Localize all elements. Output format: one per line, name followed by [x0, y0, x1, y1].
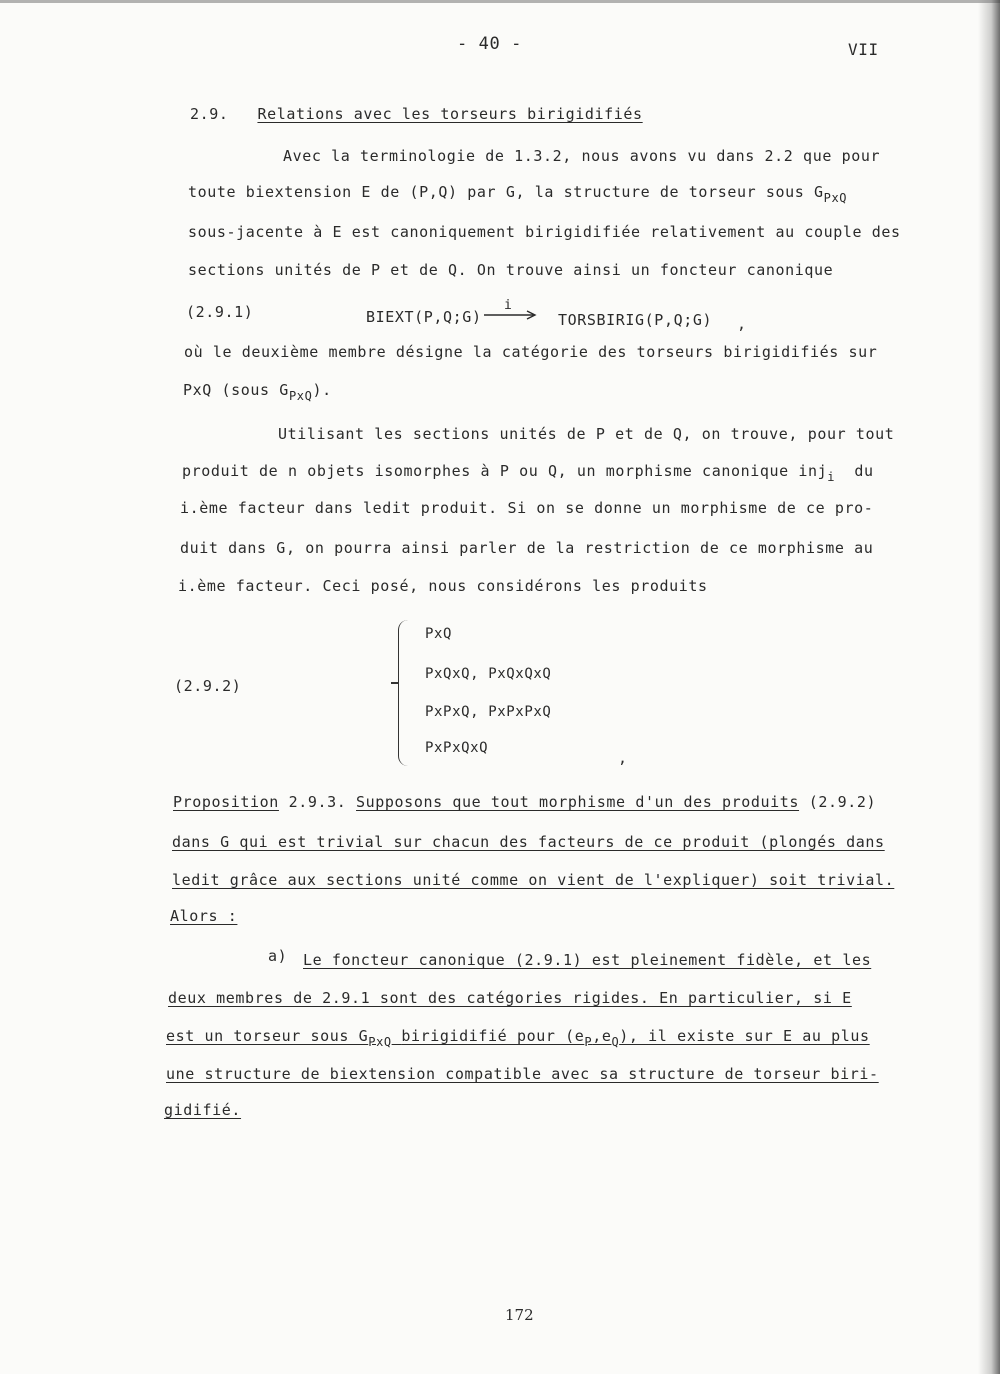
- left-brace-icon: [398, 620, 415, 766]
- item-a-line5: gidifié.: [164, 1101, 242, 1119]
- para1-line2-sub: PxQ: [823, 191, 848, 205]
- para2-line2-text: PxQ (sous G: [183, 381, 289, 399]
- proposition-line1: [173, 792, 876, 812]
- eq2-label: (2.9.2): [174, 677, 242, 695]
- item-a-line3-text3: ,e: [592, 1027, 612, 1045]
- proposition-alors: Alors :: [170, 907, 238, 925]
- para3-line5: i.ème facteur. Ceci posé, nous considérons les produits: [178, 577, 708, 595]
- eq2-row: PxQ: [425, 626, 453, 642]
- para3-line2-text: produit de n objets isomorphes à P ou Q, un morphisme canonique inj: [182, 462, 828, 480]
- header-chapter: VII: [848, 40, 879, 59]
- eq1-trailing-comma: ,: [737, 315, 747, 333]
- proposition-line4: [170, 906, 237, 926]
- para2-line2-sub: PxQ: [288, 389, 313, 403]
- header-page-number: - 40 -: [457, 34, 523, 54]
- top-rule: [0, 0, 1000, 3]
- eq2-row: PxPxQ, PxPxPxQ: [425, 704, 552, 720]
- para3-line2-end: du: [854, 462, 874, 480]
- item-a-line3-sub: PxQ: [368, 1035, 392, 1049]
- proposition-line2: dans G qui est trivial sur chacun des facteurs de ce produit (plongés dans: [172, 833, 885, 851]
- eq2-trailing-comma: ,: [618, 749, 628, 767]
- item-a-line3-text4: ), il existe sur E au plus: [619, 1027, 870, 1045]
- item-a-line3-sub-p: P: [584, 1035, 593, 1049]
- para2-line2: [183, 380, 332, 406]
- item-a-line4: une structure de biextension compatible avec sa structure de torseur biri-: [166, 1065, 879, 1083]
- brace-tip: [391, 682, 399, 684]
- proposition-line3: ledit grâce aux sections unité comme on vient de l'expliquer) soit trivial.: [172, 871, 895, 889]
- item-a-line3-sub-q: Q: [611, 1035, 620, 1049]
- para1-line4: sections unités de P et de Q. On trouve ainsi un foncteur canonique: [188, 261, 834, 279]
- footer-page-number: 172: [505, 1306, 534, 1324]
- eq1-right: TORSBIRIG(P,Q;G): [558, 311, 713, 329]
- eq1-left: BIEXT(P,Q;G): [366, 308, 482, 326]
- item-a-line3-text2: birigidifié pour (e: [401, 1027, 585, 1045]
- para1-line2: [188, 182, 847, 208]
- eq1-label: (2.9.1): [186, 303, 254, 321]
- item-a-line3: [166, 1026, 870, 1052]
- para3-line2-sub: i: [827, 470, 836, 484]
- para3-line2: [182, 461, 874, 487]
- para2-line2-end: ).: [312, 381, 332, 399]
- eq1-arrow: [482, 298, 540, 324]
- section-heading: [190, 104, 643, 124]
- eq2-row: PxPxQxQ: [425, 740, 489, 756]
- eq2-row: PxQxQ, PxQxQxQ: [425, 666, 552, 682]
- item-a-line2: deux membres de 2.9.1 sont des catégories rigides. En particulier, si E: [168, 989, 852, 1007]
- para3-line1: Utilisant les sections unités de P et de Q, on trouve, pour tout: [278, 425, 895, 443]
- item-a-line3-text: est un torseur sous G: [166, 1027, 369, 1045]
- proposition-name: Proposition: [173, 793, 279, 811]
- para1-line2-text: toute biextension E de (P,Q) par G, la structure de torseur sous G: [188, 183, 824, 201]
- page-edge-shadow: [978, 0, 1000, 1374]
- eq1-arrow-label: i: [504, 298, 513, 313]
- proposition-ref: (2.9.2): [808, 793, 877, 811]
- section-number: 2.9.: [190, 105, 229, 123]
- item-a-marker: a): [268, 947, 288, 965]
- para2-line1: où le deuxième membre désigne la catégorie des torseurs birigidifiés sur: [184, 343, 878, 361]
- para3-line4: duit dans G, on pourra ainsi parler de la restriction de ce morphisme au: [180, 539, 874, 557]
- para3-line3: i.ème facteur dans ledit produit. Si on se donne un morphisme de ce pro-: [180, 499, 874, 517]
- proposition-number: 2.9.3.: [288, 793, 347, 811]
- para1-line3: sous-jacente à E est canoniquement birigidifiée relativement au couple des: [188, 223, 901, 241]
- para1-line1: Avec la terminologie de 1.3.2, nous avons vu dans 2.2 que pour: [283, 147, 881, 165]
- section-title: Relations avec les torseurs birigidifiés: [257, 105, 643, 123]
- proposition-text-1: Supposons que tout morphisme d'un des produits: [356, 793, 800, 811]
- item-a-line1: Le foncteur canonique (2.9.1) est pleinement fidèle, et les: [303, 951, 872, 969]
